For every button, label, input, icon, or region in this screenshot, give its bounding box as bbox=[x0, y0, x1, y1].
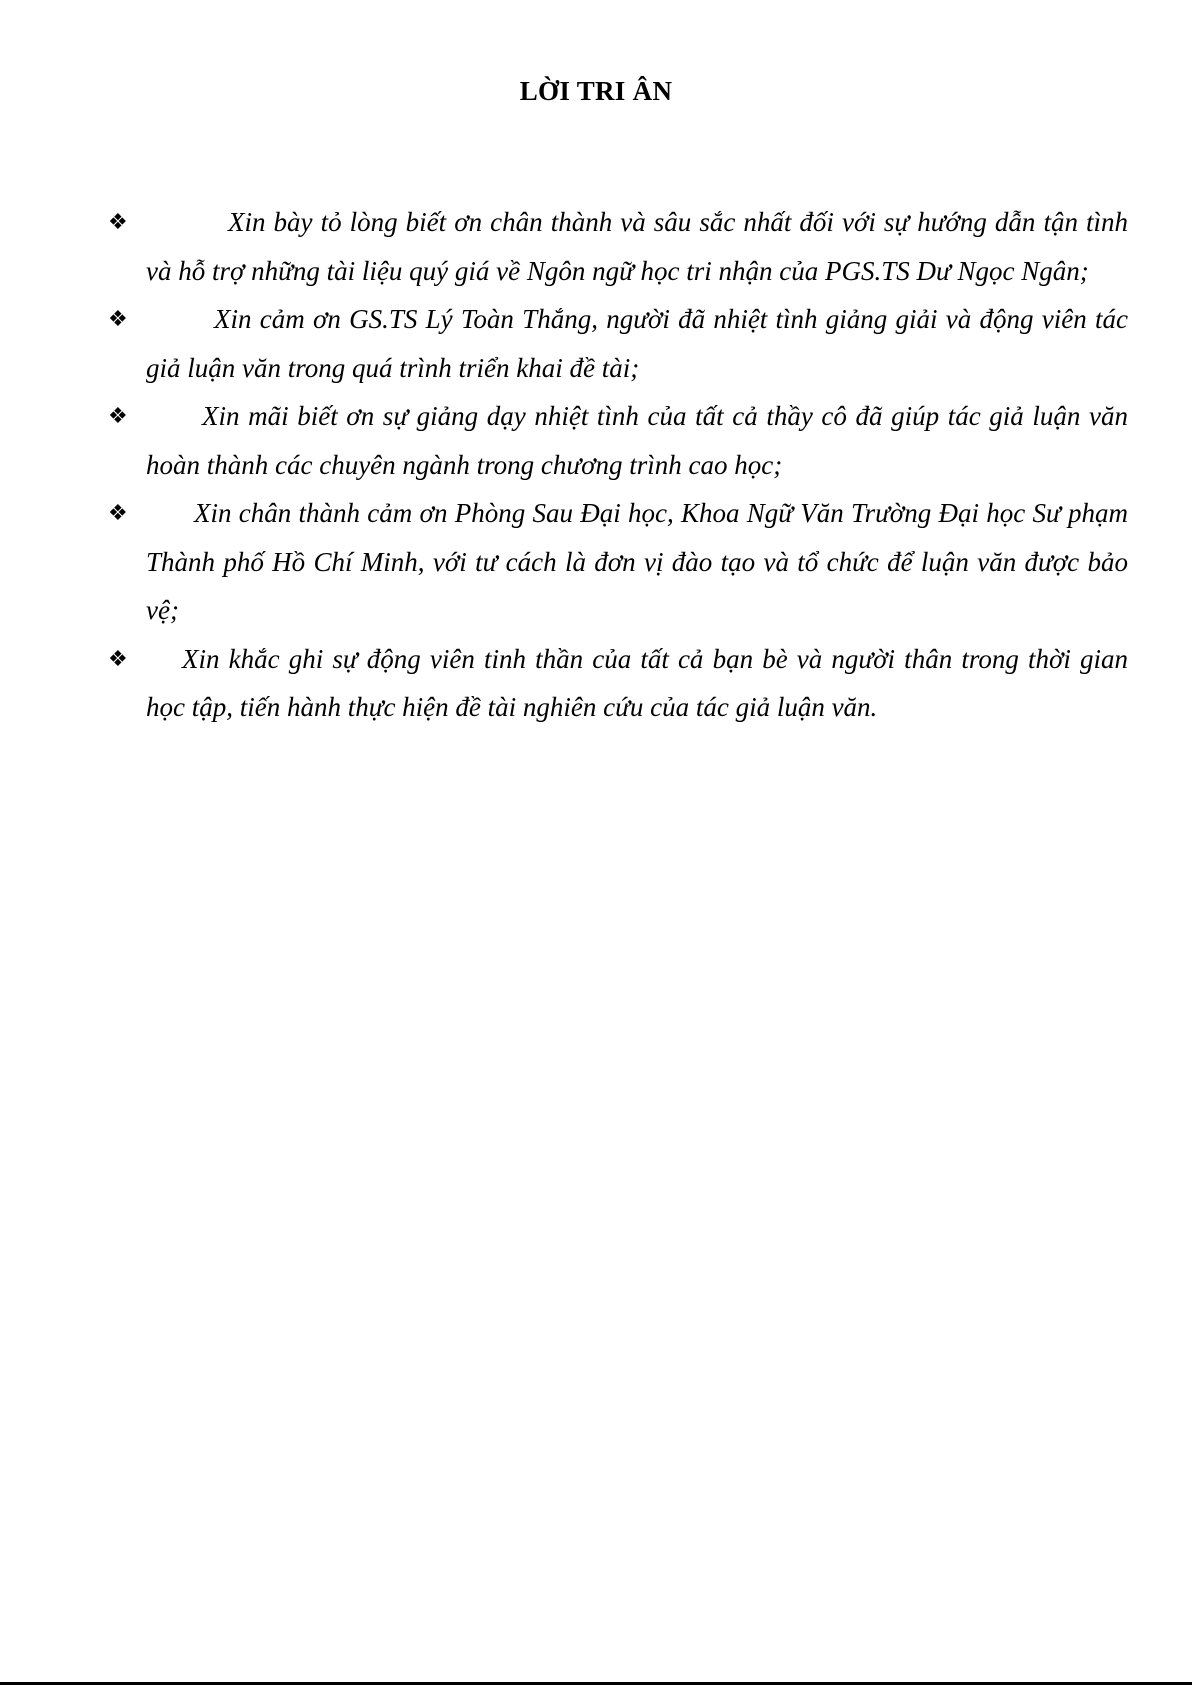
list-item bbox=[106, 198, 1128, 295]
page-title: LỜI TRI ÂN bbox=[519, 76, 673, 106]
list-item-text: Xin khắc ghi sự động viên tinh thần của tất cả bạn bè và người thân trong thời gian học tập, tiến hành thực hiện đề tài nghiên cứu của tác giả luận văn. bbox=[146, 643, 1128, 722]
diamond-bullet-icon: ❖ bbox=[108, 209, 128, 234]
diamond-bullet-icon: ❖ bbox=[108, 403, 128, 428]
list-item bbox=[106, 295, 1128, 392]
list-item-text: Xin bày tỏ lòng biết ơn chân thành và sâu sắc nhất đối với sự hướng dẫn tận tình và hỗ trợ những tài liệu quý giá về Ngôn ngữ học tri nhận của PGS.TS Dư Ngọc Ngân; bbox=[146, 207, 1128, 286]
list-item-text: Xin cảm ơn GS.TS Lý Toàn Thắng, người đã nhiệt tình giảng giải và động viên tác giả luận văn trong quá trình triển khai đề tài; bbox=[146, 304, 1128, 383]
acknowledgement-list bbox=[106, 198, 1128, 732]
diamond-bullet-icon: ❖ bbox=[108, 500, 128, 525]
list-item bbox=[106, 635, 1128, 732]
list-item bbox=[106, 392, 1128, 489]
list-item-text: Xin mãi biết ơn sự giảng dạy nhiệt tình của tất cả thầy cô đã giúp tác giả luận văn hoàn thành các chuyên ngành trong chương trình cao học; bbox=[146, 401, 1128, 480]
list-item-text: Xin chân thành cảm ơn Phòng Sau Đại học, Khoa Ngữ Văn Trường Đại học Sư phạm Thành phố Hồ Chí Minh, với tư cách là đơn vị đào tạo và tổ chức để luận văn được bảo vệ; bbox=[146, 498, 1128, 625]
diamond-bullet-icon: ❖ bbox=[108, 306, 128, 331]
list-item bbox=[106, 489, 1128, 635]
diamond-bullet-icon: ❖ bbox=[108, 645, 128, 671]
